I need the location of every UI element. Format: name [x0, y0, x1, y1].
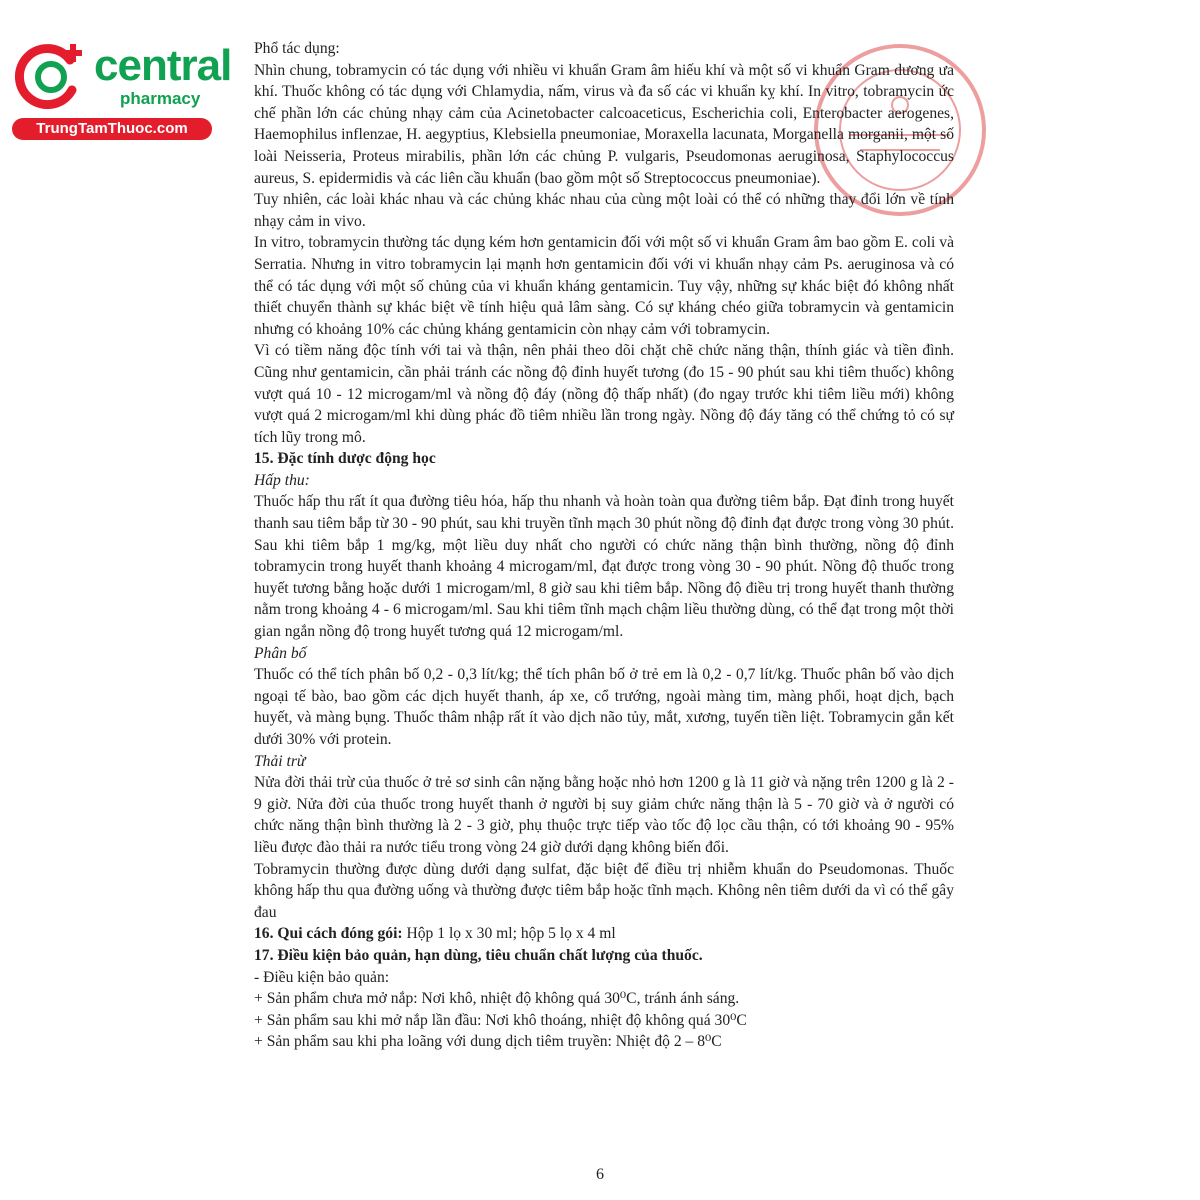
document-body — [254, 38, 954, 1053]
distribution-subheading: Phân bố — [254, 644, 307, 662]
storage-line-2: + Sản phẩm chưa mở nắp: Nơi khô, nhiệt độ không quá 30⁰C, tránh ánh sáng. — [254, 990, 740, 1008]
section-16-heading: 16. Qui cách đóng gói: — [254, 925, 403, 943]
packaging-value: Hộp 1 lọ x 30 ml; hộp 5 lọ x 4 ml — [402, 925, 616, 943]
distribution-paragraph: Thuốc có thể tích phân bố 0,2 - 0,3 lít/kg; thể tích phân bố ở trẻ em là 0,2 - 0,7 lít/kg. Thuốc phân bố vào dịch ngoại tế bào, bao gồm các dịch huyết thanh, áp xe, cổ trướng, ngoài màng tim, màng phổi, hoạt dịch, bạch huyết, và màng bụng. Thuốc thâm nhập rất ít vào dịch não tủy, mắt, xương, tuyến tiền liệt. Tobramycin gắn kết dưới 30% với protein. — [254, 666, 954, 748]
storage-line-4: + Sản phẩm sau khi pha loãng với dung dịch tiêm truyền: Nhiệt độ 2 – 8⁰C — [254, 1033, 722, 1051]
page-number: 6 — [596, 1166, 604, 1183]
section-16-line — [254, 923, 954, 945]
spectrum-title: Phổ tác dụng: — [254, 40, 340, 57]
brand-name: central — [94, 41, 232, 90]
storage-line-1: - Điều kiện bảo quản: — [254, 968, 390, 986]
elimination-subheading: Thải trừ — [254, 752, 306, 770]
absorption-subheading: Hấp thu: — [254, 471, 310, 489]
section-17-heading: 17. Điều kiện bảo quản, hạn dùng, tiêu chuẩn chất lượng của thuốc. — [254, 946, 703, 964]
spectrum-paragraph-2: Tuy nhiên, các loài khác nhau và các chủng khác nhau của cùng một loài có thể có những thay đổi lớn về tính nhạy cảm in vivo. — [254, 191, 954, 230]
section-15-heading: 15. Đặc tính dược động học — [254, 450, 436, 468]
storage-line-3: + Sản phẩm sau khi mở nắp lần đầu: Nơi khô thoáng, nhiệt độ không quá 30⁰C — [254, 1011, 747, 1029]
spectrum-paragraph-4: Vì có tiềm năng độc tính với tai và thận, nên phải theo dõi chặt chẽ chức năng thận, thính giác và tiền đình. Cũng như gentamicin, cần phải tránh các nồng độ đỉnh huyết tương (đo 15 - 90 phút sau khi tiêm thuốc) không vượt quá 10 - 12 microgam/ml và nồng độ đáy (nồng độ thấp nhất) (đo ngay trước khi tiêm liều mới) không vượt quá 2 microgam/ml khi dùng phác đồ tiêm nhiều lần trong ngày. Nồng độ đáy tăng có thể chứng tỏ có sự tích lũy trong mô. — [254, 342, 954, 446]
brand-subtitle: pharmacy — [120, 89, 201, 108]
brand-website: TrungTamThuoc.com — [12, 118, 212, 140]
pharmacy-cross-c-logo-icon — [12, 38, 90, 116]
spectrum-paragraph-3: In vitro, tobramycin thường tác dụng kém hơn gentamicin đối với một số vi khuẩn Gram âm bao gồm E. coli và Serratia. Nhưng in vitro tobramycin lại mạnh hơn gentamicin đối với vi khuẩn nhạy cảm Ps. aeruginosa và có thể có tác dụng với một số chủng của vi khuẩn kháng gentamicin. Tuy vậy, những sự khác biệt đó không nhất thiết chuyển thành sự khác biệt về tính hiệu quả lâm sàng. Có sự kháng chéo giữa tobramycin và gentamicin nhưng có khoảng 10% các chủng kháng gentamicin còn nhạy cảm với tobramycin. — [254, 234, 954, 338]
spectrum-paragraph-1: Nhìn chung, tobramycin có tác dụng với nhiều vi khuẩn Gram âm hiếu khí và một số vi khuẩn Gram dương ưa khí. Thuốc không có tác dụng với Chlamydia, nấm, virus và đa số các vi khuẩn kỵ khí. In vitro, tobramycin ức chế phần lớn các chủng nhạy cảm của Acinetobacter calcoaceticus, Escherichia coli, Enterobacter aerogenes, Haemophilus inflenzae, H. aegyptius, Klebsiella pneumoniae, Moraxella lacunata, Morganella morganii, một số loài Neisseria, Proteus mirabilis, phần lớn các chủng P. vulgaris, Pseudomonas aeruginosa, Staphylococcus aureus, S. epidermidis và các liên cầu khuẩn (bao gồm một số Streptococcus pneumoniae). — [254, 61, 954, 187]
absorption-paragraph: Thuốc hấp thu rất ít qua đường tiêu hóa, hấp thu nhanh và hoàn toàn qua đường tiêm bắp. Đạt đỉnh trong huyết thanh sau tiêm bắp từ 30 - 90 phút, sau khi truyền tĩnh mạch 30 phút nồng độ đỉnh đạt được trong vòng 30 phút. Sau khi tiêm bắp 1 mg/kg, một liều duy nhất cho người có chức năng thận bình thường, nồng độ đỉnh tobramycin trong huyết thanh khoảng 4 microgam/ml, đạt được trong vòng 30 - 90 phút. Nồng độ thuốc trong huyết tương bằng hoặc dưới 1 microgam/ml, 8 giờ sau khi tiêm bắp. Nồng độ điều trị trong huyết thanh thường nằm trong khoảng 4 - 6 microgam/ml. Sau khi tiêm tĩnh mạch chậm liều thường dùng, có thể đạt trong một thời gian ngắn nồng độ trong huyết tương quá 12 microgam/ml. — [254, 493, 954, 641]
elimination-paragraph-1: Nửa đời thải trừ của thuốc ở trẻ sơ sinh cân nặng bằng hoặc nhỏ hơn 1200 g là 11 giờ và nặng trên 1200 g là 2 - 9 giờ. Nửa đời của thuốc trong huyết thanh ở người bị suy giảm chức năng thận là 5 - 70 giờ và ở người có chức năng thận bình thường là 2 - 3 giờ, phụ thuộc trực tiếp vào tốc độ lọc cầu thận, có tới khoảng 90 - 95% liều được đào thải ra nước tiểu trong vòng 24 giờ dưới dạng không biến đổi. — [254, 774, 954, 856]
elimination-paragraph-2: Tobramycin thường được dùng dưới dạng sulfat, đặc biệt để điều trị nhiễm khuẩn do Pseudomonas. Thuốc không hấp thu qua đường uống và thường được tiêm bắp hoặc tĩnh mạch. Không nên tiêm dưới da vì có thể gây đau — [254, 860, 954, 921]
brand-logo — [12, 38, 232, 138]
